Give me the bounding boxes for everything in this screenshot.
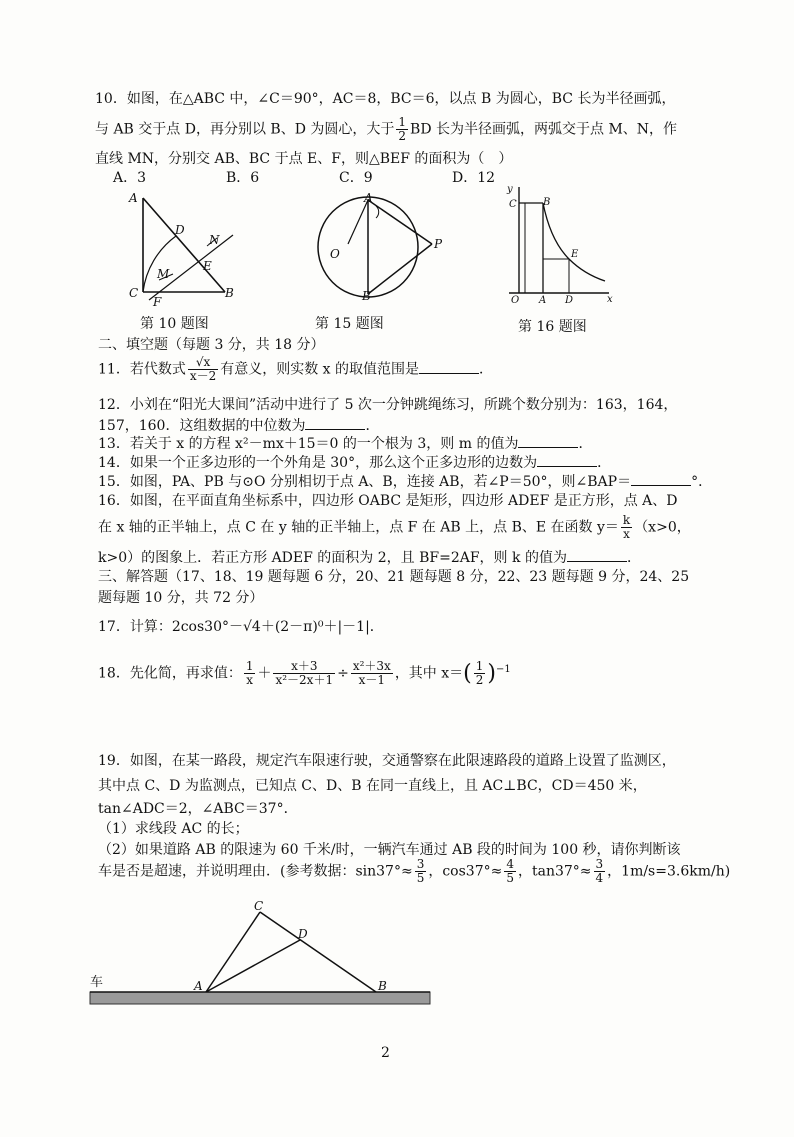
q18-mid: ，其中 x＝ <box>394 665 464 682</box>
fig19-label-a: A <box>194 979 203 993</box>
q16-line3-text: k>0）的图象上．若正方形 ADEF 的面积为 2，且 BF=2AF，则 k 的值为 <box>98 550 567 566</box>
q18-frac4 <box>474 660 486 687</box>
q19-part1: （1）求线段 AC 的长； <box>98 821 249 837</box>
fig16-label-x: x <box>607 294 613 303</box>
q10-option-c: C．9 <box>339 170 373 186</box>
fig15-label-a: A <box>364 192 373 205</box>
q16-answer-blank <box>567 547 627 562</box>
q18: 18．先化简，再求值： $\frac{1}{x}$ ＋ $\frac{x+3}{\text{x²－2x＋1}}$ ÷ $\frac{\text{x²＋3x}}{x-1}$ ，其中 x＝( $\frac{1}{2}$ )$^{-1}$ <box>98 659 511 687</box>
q19-tail: ，1m/s=3.6km/h) <box>607 863 731 880</box>
fig10-caption: 第 10 题图 <box>140 316 209 332</box>
q16-line2-a: 在 x 轴的正半轴上，点 C 在 y 轴的正半轴上，点 F 在 AB 上，点 B、E 在函数 y＝ <box>98 519 619 536</box>
q11-frac-num: √x <box>188 356 218 370</box>
q13-end: ． <box>578 436 593 452</box>
q18-frac4-num: 1 <box>475 659 484 673</box>
fig15-label-o: O <box>330 247 340 261</box>
q19-tan-num: 3 <box>595 857 604 871</box>
q19-line3: tan∠ADC＝2，∠ABC＝37°． <box>98 801 298 817</box>
q11-prefix: 11．若代数式 <box>98 361 186 378</box>
q11-suffix: 有意义，则实数 x 的取值范围是 <box>220 361 420 378</box>
q19-cos-text: ，cos37°≈ <box>428 863 503 880</box>
q14-answer-blank <box>537 452 597 467</box>
q16-line3 <box>98 547 641 567</box>
q10-fraction <box>396 116 408 143</box>
fig16-label-b: B <box>543 197 551 208</box>
q18-frac3 <box>351 660 393 687</box>
q10-line2-b: BD 长为半径画弧，两弧交于点 M、N，作 <box>410 121 678 138</box>
q19-cos-den: 5 <box>506 871 514 885</box>
q18-exponent: −1 <box>496 663 511 675</box>
q19-sin-num: 3 <box>416 857 425 871</box>
q16-line2 <box>98 514 691 541</box>
q16-end: ． <box>626 550 641 566</box>
fig10-label-a: A <box>129 191 138 205</box>
q19-part2-line2 <box>98 858 730 885</box>
fig15-label-b: B <box>362 289 371 302</box>
figure-10 <box>125 190 245 310</box>
q19-sin-den: 5 <box>416 871 425 885</box>
fig19-label-car: 车 <box>90 975 104 990</box>
q12-line2 <box>98 415 379 435</box>
q19-part2-a: 车是否是超速，并说明理由．(参考数据：sin37°≈ <box>98 863 413 880</box>
section2-title: 二、填空题（每题 3 分，共 18 分） <box>98 337 325 353</box>
q14-text: 14．如果一个正多边形的一个外角是 30°，那么这个正多边形的边数为 <box>98 455 538 471</box>
q10-option-b: B．6 <box>226 170 260 186</box>
q19-cos-num: 4 <box>506 857 514 871</box>
q14-end: ． <box>597 455 612 471</box>
fig15-label-p: P <box>434 237 443 251</box>
fig16-label-a: A <box>539 295 547 303</box>
fig16-caption: 第 16 题图 <box>518 319 587 335</box>
fig10-label-m: M <box>157 267 170 281</box>
fig10-label-f: F <box>153 295 162 309</box>
q11-frac-den: x－2 <box>189 369 217 383</box>
fig16-label-o: O <box>511 295 520 303</box>
q16-fraction <box>621 514 632 541</box>
q13-answer-blank <box>518 433 578 448</box>
q11-fraction <box>188 356 218 383</box>
q12-line2-text: 157，160．这组数据的中位数为 <box>98 418 306 434</box>
section3-line2: 题每题 10 分，共 72 分） <box>98 590 264 606</box>
q18-frac2 <box>273 660 335 687</box>
q15-answer-blank <box>631 471 691 486</box>
fig16-label-d: D <box>565 295 574 303</box>
q18-frac2-num: x＋3 <box>273 660 335 674</box>
q13 <box>98 433 592 453</box>
q11-answer-blank <box>419 359 479 374</box>
q18-div: ÷ <box>337 665 349 682</box>
fig19-label-c: C <box>254 899 264 913</box>
fig10-label-d: D <box>175 223 185 237</box>
q19-cos-frac <box>504 858 516 885</box>
fig19-label-d: D <box>298 927 308 941</box>
q10-line3: 直线 MN，分别交 AB、BC 于点 E、F，则△BEF 的面积为（ ） <box>95 151 513 167</box>
q18-frac4-den: 2 <box>475 673 484 687</box>
q10-option-a: A．3 <box>113 170 147 186</box>
q18-frac3-num: x²＋3x <box>352 659 391 673</box>
q11-end: ． <box>479 361 494 378</box>
figure-15 <box>290 192 450 302</box>
q10-line2-a: 与 AB 交于点 D，再分别以 B、D 为圆心，大于 <box>95 121 395 138</box>
fig15-caption: 第 15 题图 <box>315 316 384 332</box>
section3-line1: 三、解答题（17、18、19 题每题 6 分，20、21 题每题 8 分，22、23 题每题 9 分，24、25 <box>98 569 690 585</box>
q10-line1: 10．如图，在△ABC 中，∠C＝90°，AC＝8，BC＝6，以点 B 为圆心，BC 长为半径画弧， <box>95 91 676 107</box>
q13-text: 13．若关于 x 的方程 x²－mx＋15＝0 的一个根为 3，则 m 的值为 <box>98 436 519 452</box>
q18-frac3-den: x－1 <box>358 673 386 687</box>
page-number: 2 <box>381 1045 390 1061</box>
q19-tan-text: ，tan37°≈ <box>517 863 592 880</box>
fig10-label-c: C <box>129 286 139 300</box>
q15 <box>98 471 712 491</box>
q18-frac1 <box>244 660 256 687</box>
fig10-label-n: N <box>209 233 220 247</box>
q16-frac-den: x <box>623 527 630 541</box>
q18-plus: ＋ <box>257 665 272 682</box>
fig16-label-y: y <box>507 184 513 195</box>
q12-line1: 12．小刘在“阳光大课间”活动中进行了 5 次一分钟跳绳练习，所跳个数分别为：163，164， <box>98 397 678 413</box>
q18-frac1-den: x <box>246 673 254 687</box>
q19-sin-frac <box>415 858 427 885</box>
q16-frac-num: k <box>622 513 631 527</box>
q18-frac1-num: 1 <box>245 659 254 673</box>
q19-tan-frac <box>594 858 606 885</box>
q16-line2-b: （x>0， <box>634 519 691 536</box>
q10-frac-den: 2 <box>398 129 407 143</box>
q19-line2: 其中点 C、D 为监测点，已知点 C、D、B 在同一直线上，且 AC⊥BC，CD＝450 米， <box>98 778 647 794</box>
q17: 17．计算：2cos30°－√4＋(2－π)⁰＋|－1|． <box>98 619 384 635</box>
q19-tan-den: 4 <box>595 871 604 885</box>
figure-19 <box>80 898 440 1018</box>
q15-end: °． <box>691 474 713 490</box>
q18-frac2-den: x²－2x＋1 <box>275 673 334 687</box>
q10-frac-num: 1 <box>398 115 407 129</box>
q18-prefix: 18．先化简，再求值： <box>98 665 242 682</box>
q12-end: ． <box>365 418 380 434</box>
q10-option-d: D．12 <box>452 170 496 186</box>
q15-text: 15．如图，PA、PB 与⊙O 分别相切于点 A、B，连接 AB，若∠P＝50°，则∠BAP＝ <box>98 474 632 490</box>
fig19-label-b: B <box>378 979 387 993</box>
fig16-label-e: E <box>571 249 579 260</box>
q16-line1: 16．如图，在平面直角坐标系中，四边形 OABC 是矩形，四边形 ADEF 是正方形，点 A、D <box>98 493 678 509</box>
q11 <box>98 356 493 383</box>
fig16-label-c: C <box>509 199 517 210</box>
q14 <box>98 452 611 472</box>
q12-answer-blank <box>305 415 365 430</box>
fig10-label-e: E <box>203 259 212 273</box>
q19-line1: 19．如图，在某一路段，规定汽车限速行驶，交通警察在此限速路段的道路上设置了监测区， <box>98 753 676 769</box>
figure-16 <box>505 183 615 303</box>
fig10-label-b: B <box>225 286 234 300</box>
q10-line2 <box>95 116 677 143</box>
q19-part2-line1: （2）如果道路 AB 的限速为 60 千米/时，一辆汽车通过 AB 段的时间为 100 秒，请你判断该 <box>98 842 681 858</box>
